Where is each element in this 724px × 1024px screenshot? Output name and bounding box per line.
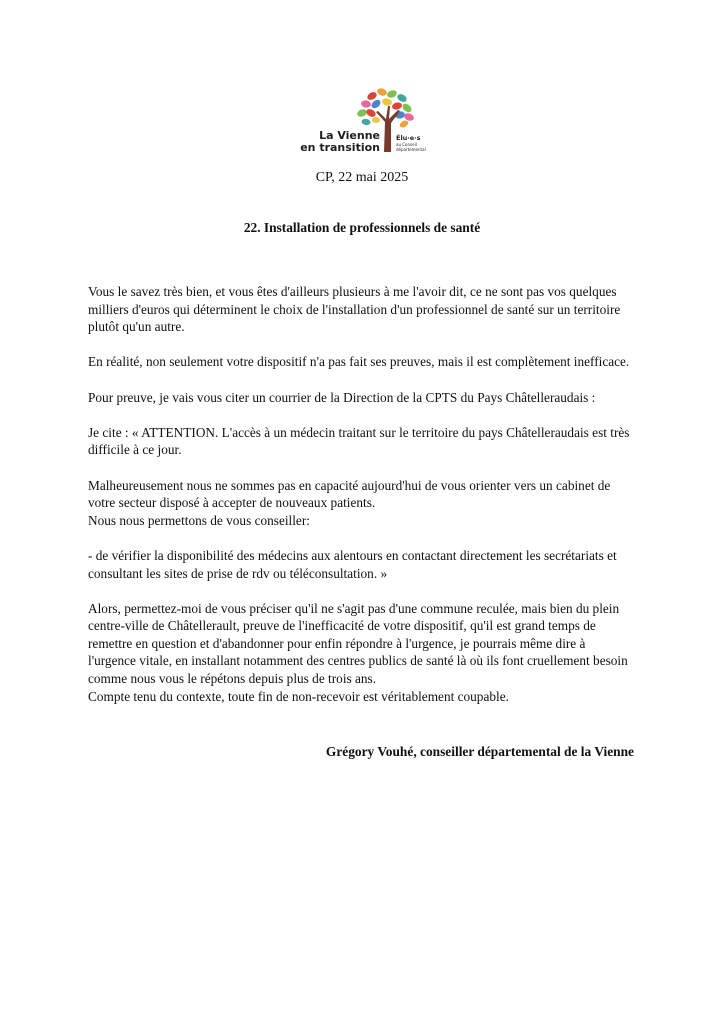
signature: Grégory Vouhé, conseiller départemental de la Vienne xyxy=(325,744,634,759)
page-title: 22. Installation de professionnels de santé xyxy=(243,220,481,235)
tree-logo-icon xyxy=(290,82,440,162)
paragraph: - de vérifier la disponibilité des médecins aux alentours en contactant directement les secrétariats et consultant les sites de prise de rdv ou téléconsultation. » xyxy=(88,547,617,581)
paragraph: Pour preuve, je vais vous citer un courrier de la Direction de la CPTS du Pays Châtelleraudais : xyxy=(88,389,596,405)
logo-line-2: en transition xyxy=(300,141,380,154)
logo xyxy=(290,82,440,162)
logo-line-1: La Vienne xyxy=(319,129,380,142)
paragraph: Je cite : « ATTENTION. L'accès à un médecin traitant sur le territoire du pays Châtelleraudais est très difficile à ce jour. xyxy=(88,424,630,458)
paragraph: Compte tenu du contexte, toute fin de non-recevoir est véritablement coupable. xyxy=(88,688,509,704)
paragraph: Alors, permettez-moi de vous préciser qu'il ne s'agit pas d'une commune reculée, mais bien du plein centre-ville de Châtellerault, preuve de l'inefficacité de votre dispositif, qu'il est grand temps de remettre en question et d'abandonner pour enfin répondre à l'urgence, je pourrais même dire à l'urgence vitale, en installant notamment des centres publics de santé là où ils font cruellement besoin comme nous vous le répétons depuis plus de trois ans. xyxy=(88,600,628,687)
logo-elus: Élu·e·s xyxy=(396,134,421,142)
press-date: CP, 22 mai 2025 xyxy=(315,170,409,185)
logo-sub-1: au Conseil xyxy=(396,142,417,147)
paragraph: Nous nous permettons de vous conseiller: xyxy=(88,512,310,528)
body xyxy=(88,283,636,723)
logo-sub-2: départemental xyxy=(396,147,426,152)
paragraph: En réalité, non seulement votre dispositif n'a pas fait ses preuves, mais il est complètement inefficace. xyxy=(88,354,630,370)
paragraph: Malheureusement nous ne sommes pas en capacité aujourd'hui de vous orienter vers un cabinet de votre secteur disposé à accepter de nouveaux patients. xyxy=(88,477,611,511)
paragraph: Vous le savez très bien, et vous êtes d'ailleurs plusieurs à me l'avoir dit, ce ne sont pas vos quelques milliers d'euros qui déterminent le choix de l'installation d'un professionnel de santé sur un territoire plutôt qu'un autre. xyxy=(88,284,621,335)
